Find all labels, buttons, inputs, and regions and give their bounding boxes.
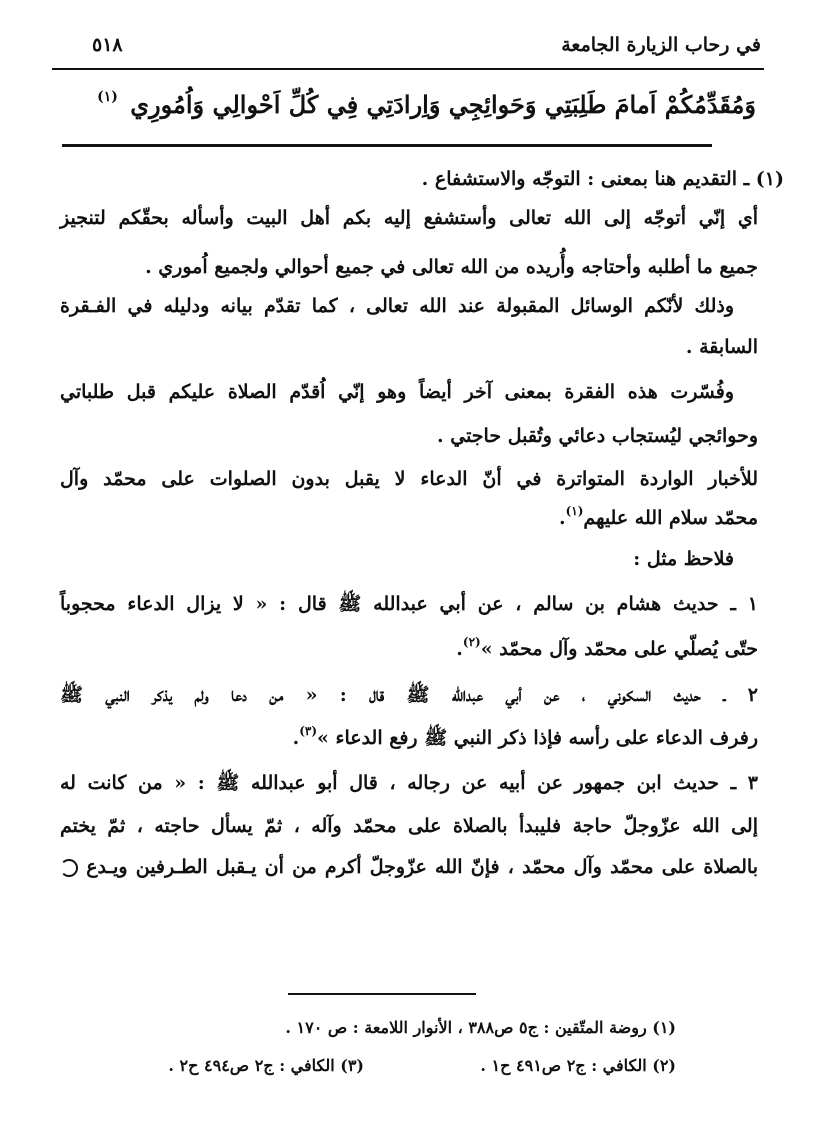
text-line: وفُسّرت هذه الفقرة بمعنى آخر أيضاً وهو إنّي اُقدّم الصلاة عليكم قبل طلباتي: [60, 381, 734, 403]
verse-text: وَمُقَدِّمُكُمْ اَمامَ طَلِبَتِي وَحَوائِجِي وَاِرادَتِي فِي كُلِّ اَحْوالِي وَاُمُورِي: [130, 90, 756, 119]
footnote-ref: (٢): [462, 635, 481, 649]
footnote-ref: (٣): [299, 724, 318, 738]
running-title: في رحاب الزيارة الجامعة: [561, 34, 761, 56]
text-line: إلى الله عزّوجلّ حاجة فليبدأ بالصلاة على محمّد وآله ، ثمّ يسأل حاجته ، ثمّ يختم: [60, 815, 758, 837]
footnote-rule: [288, 993, 476, 995]
footnote-1: (١) روضة المتّقين : ج٥ ص٣٨٨ ، الأنوار اللامعة : ص ١٧٠ .: [285, 1018, 676, 1037]
line-text: رفرف الدعاء على رأسه فإذا ذكر النبي ﷺ رفع الدعاء »: [317, 727, 758, 749]
text-line: محمّد سلام الله عليهم$^{(١)}$.: [558, 504, 758, 529]
text-line: ٢ ـ حديث السكوني ، عن أبي عبدالله ﷺ قال : « من دعا ولم يذكر النبي ﷺ: [60, 684, 758, 706]
text-line: أي إنّي أتوجّه إلى الله تعالى وأستشفع إليه بكم أهل البيت وأسأله بحقّكم لتنجيز: [60, 207, 758, 229]
text-line: للأخبار الواردة المتواترة في أنّ الدعاء لا يقبل بدون الصلوات على محمّد وآل: [60, 468, 758, 490]
verse-rule: [62, 144, 712, 147]
text-line: وحوائجي ليُستجاب دعائي وتُقبل حاجتي .: [437, 425, 758, 447]
text-line: جميع ما أطلبه وأحتاجه وأُريده من الله تعالى في جميع أحوالي ولجميع اُموري .: [145, 256, 758, 278]
text-line: ١ ـ حديث هشام بن سالم ، عن أبي عبدالله ﷺ قال : « لا يزال الدعاء محجوباً: [60, 593, 758, 615]
footnote-2: (٢) الكافي : ج٢ ص٤٩١ ح١ .: [480, 1056, 676, 1075]
text-line: (١) ـ التقديم هنا بمعنى : التوجّه والاستشفاع .: [421, 168, 784, 190]
text-line: ٣ ـ حديث ابن جمهور عن أبيه عن رجاله ، قال أبو عبدالله ﷺ : « من كانت له: [60, 772, 758, 794]
continuation-arrow-icon: [60, 859, 78, 877]
line-text: بالصلاة على محمّد وآل محمّد ، فإنّ الله عزّوجلّ أكرم من أن يـقبل الطـرفين ويـدع: [86, 856, 759, 878]
header-rule: [52, 68, 764, 70]
text-line: حتّى يُصلّي على محمّد وآل محمّد »$^{(٢)}$.: [456, 635, 758, 660]
text-line: فلاحظ مثل :: [633, 548, 734, 570]
page-number: ٥١٨: [92, 34, 123, 56]
line-text: محمّد سلام الله عليهم: [583, 507, 758, 529]
footnote-3: (٣) الكافي : ج٢ ص٤٩٤ ح٢ .: [168, 1056, 364, 1075]
verse-heading: [56, 90, 756, 119]
text-line: السابقة .: [685, 336, 758, 358]
text-line: رفرف الدعاء على رأسه فإذا ذكر النبي ﷺ رفع الدعاء »$^{(٣)}$.: [292, 724, 758, 749]
text-line: وذلك لأنّكم الوسائل المقبولة عند الله تعالى ، كما تقدّم بيانه ودليله في الفـقرة: [60, 295, 734, 317]
footnote-ref: (١): [565, 504, 584, 518]
verse-note-ref: (١): [97, 89, 118, 105]
line-text: حتّى يُصلّي على محمّد وآل محمّد »: [480, 638, 758, 660]
text-line: [60, 856, 758, 879]
